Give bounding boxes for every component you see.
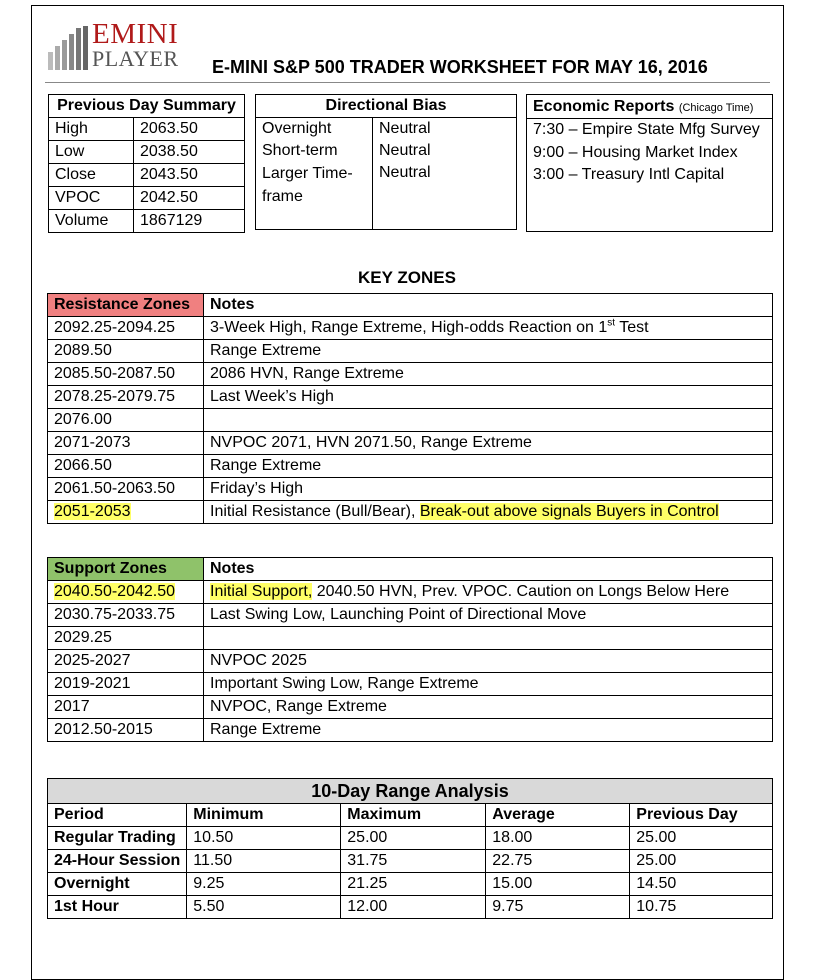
table-row: [48, 719, 773, 742]
notes-heading: Notes: [204, 294, 773, 317]
value-cell: 25.00: [630, 850, 773, 873]
table-row: [48, 873, 773, 896]
zone-price: 2078.25-2079.75: [48, 386, 204, 409]
logo-bars-icon: [46, 26, 92, 70]
table-row: [48, 340, 773, 363]
zone-price: 2092.25-2094.25: [48, 317, 204, 340]
table-row: [49, 187, 245, 210]
bias-value: Neutral: [373, 140, 517, 162]
table-header-row: [48, 804, 773, 827]
column-header: Maximum: [341, 804, 486, 827]
zone-note: NVPOC 2025: [204, 650, 773, 673]
summary-value: 2038.50: [134, 141, 245, 164]
column-header: Minimum: [187, 804, 341, 827]
resistance-zones-heading: Resistance Zones: [48, 294, 204, 317]
table-row: [48, 604, 773, 627]
summary-label: Close: [49, 164, 134, 187]
period-cell: 24-Hour Session: [48, 850, 187, 873]
zone-note: [204, 581, 773, 604]
zone-note: [204, 409, 773, 432]
support-zones-table: [47, 557, 773, 742]
table-row: [256, 140, 517, 162]
period-cell: Regular Trading: [48, 827, 187, 850]
zone-price: 2076.00: [48, 409, 204, 432]
list-item: 9:00 – Housing Market Index: [533, 143, 738, 161]
value-cell: 25.00: [341, 827, 486, 850]
summary-value: 1867129: [134, 210, 245, 233]
highlighted-zone: 2040.50-2042.50: [54, 583, 175, 600]
zone-note: Range Extreme: [204, 340, 773, 363]
zone-note: Last Swing Low, Launching Point of Directional Move: [204, 604, 773, 627]
highlighted-note: Initial Support,: [210, 583, 313, 600]
zone-note-tail: Test: [615, 319, 649, 336]
highlighted-note: Break-out above signals Buyers in Control: [419, 503, 719, 520]
zone-note: Range Extreme: [204, 455, 773, 478]
bias-label: Overnight: [256, 118, 373, 141]
value-cell: 15.00: [486, 873, 630, 896]
column-header: Previous Day: [630, 804, 773, 827]
previous-day-summary-table: [48, 94, 245, 233]
summary-value: 2042.50: [134, 187, 245, 210]
zone-price: 2012.50-2015: [48, 719, 204, 742]
table-row: [49, 141, 245, 164]
document-title: E-MINI S&P 500 TRADER WORKSHEET FOR MAY 16, 2016: [212, 57, 708, 77]
zone-price: 2029.25: [48, 627, 204, 650]
bias-label: Short-term: [256, 140, 373, 162]
table-row: [48, 363, 773, 386]
value-cell: 18.00: [486, 827, 630, 850]
support-zones-heading: Support Zones: [48, 558, 204, 581]
table-row: [48, 581, 773, 604]
economic-reports-timezone: (Chicago Time): [678, 102, 754, 114]
summary-label: Low: [49, 141, 134, 164]
zone-note: Friday’s High: [204, 478, 773, 501]
value-cell: 10.50: [187, 827, 341, 850]
value-cell: 22.75: [486, 850, 630, 873]
zone-note-text: 2040.50 HVN, Prev. VPOC. Caution on Longs Below Here: [312, 583, 730, 600]
directional-bias-table: [255, 94, 517, 230]
table-row: [48, 673, 773, 696]
column-header: Average: [486, 804, 630, 827]
table-row: [48, 432, 773, 455]
zone-price: [48, 501, 204, 524]
zone-note: [204, 627, 773, 650]
key-zones-title: KEY ZONES: [358, 268, 456, 287]
table-row: [48, 696, 773, 719]
zone-note: Last Week’s High: [204, 386, 773, 409]
directional-bias-heading: Directional Bias: [256, 95, 517, 118]
table-row: [48, 627, 773, 650]
list-item: 7:30 – Empire State Mfg Survey: [533, 121, 760, 138]
table-row: [256, 118, 517, 141]
zone-price: 2025-2027: [48, 650, 204, 673]
zone-price: [48, 581, 204, 604]
zone-note-text: 3-Week High, Range Extreme, High-odds Reaction on 1: [210, 319, 608, 336]
zone-note-text: Initial Resistance (Bull/Bear),: [210, 503, 420, 520]
zone-note: [204, 501, 773, 524]
zone-note: NVPOC 2071, HVN 2071.50, Range Extreme: [204, 432, 773, 455]
title-rule: [45, 82, 770, 83]
zone-price: 2017: [48, 696, 204, 719]
column-header: Period: [48, 804, 187, 827]
zone-note: NVPOC, Range Extreme: [204, 696, 773, 719]
economic-reports-heading: [527, 95, 772, 119]
logo-text-player: PLAYER: [92, 46, 179, 71]
zone-price: 2085.50-2087.50: [48, 363, 204, 386]
notes-heading: Notes: [204, 558, 773, 581]
range-analysis-table: [47, 778, 773, 919]
logo: [46, 20, 206, 72]
period-cell: 1st Hour: [48, 896, 187, 919]
table-row: [48, 478, 773, 501]
table-row: [256, 162, 517, 230]
table-row: [49, 164, 245, 187]
bias-value: Neutral: [373, 162, 517, 230]
zone-price: 2019-2021: [48, 673, 204, 696]
economic-reports-title: Economic Reports: [533, 98, 675, 115]
zone-price: 2089.50: [48, 340, 204, 363]
value-cell: 10.75: [630, 896, 773, 919]
period-cell: Overnight: [48, 873, 187, 896]
logo-text-emini: EMINI: [92, 18, 179, 50]
table-row: [49, 118, 245, 141]
summary-label: VPOC: [49, 187, 134, 210]
zone-price: 2030.75-2033.75: [48, 604, 204, 627]
zone-price: 2066.50: [48, 455, 204, 478]
table-row: [49, 210, 245, 233]
summary-value: 2043.50: [134, 164, 245, 187]
table-row: [48, 827, 773, 850]
table-row: [48, 409, 773, 432]
summary-value: 2063.50: [134, 118, 245, 141]
value-cell: 12.00: [341, 896, 486, 919]
zone-note: Important Swing Low, Range Extreme: [204, 673, 773, 696]
list-item: 3:00 – Treasury Intl Capital: [533, 166, 725, 183]
value-cell: 14.50: [630, 873, 773, 896]
value-cell: 31.75: [341, 850, 486, 873]
summary-label: Volume: [49, 210, 134, 233]
zone-note: 2086 HVN, Range Extreme: [204, 363, 773, 386]
table-row: [48, 386, 773, 409]
value-cell: 11.50: [187, 850, 341, 873]
zone-note: [204, 317, 773, 340]
summary-label: High: [49, 118, 134, 141]
value-cell: 25.00: [630, 827, 773, 850]
value-cell: 9.75: [486, 896, 630, 919]
economic-reports-box: [526, 94, 773, 232]
value-cell: 21.25: [341, 873, 486, 896]
table-row: [48, 850, 773, 873]
table-row: [48, 317, 773, 340]
highlighted-zone: 2051-2053: [54, 503, 131, 520]
previous-day-heading: Previous Day Summary: [49, 95, 245, 118]
value-cell: 5.50: [187, 896, 341, 919]
table-row: [48, 650, 773, 673]
bias-label: Larger Time-frame: [256, 162, 373, 230]
zone-note-sup: st: [607, 317, 616, 329]
table-row: [48, 501, 773, 524]
range-analysis-heading: 10-Day Range Analysis: [48, 779, 773, 804]
table-row: [48, 455, 773, 478]
bias-value: Neutral: [373, 118, 517, 141]
table-row: [48, 896, 773, 919]
value-cell: 9.25: [187, 873, 341, 896]
zone-price: 2061.50-2063.50: [48, 478, 204, 501]
zone-note: Range Extreme: [204, 719, 773, 742]
zone-price: 2071-2073: [48, 432, 204, 455]
resistance-zones-table: [47, 293, 773, 524]
